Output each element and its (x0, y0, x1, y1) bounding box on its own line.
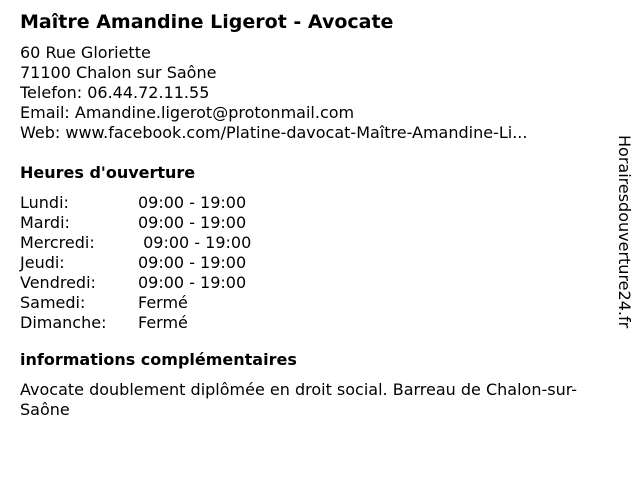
hours-row-lundi (20, 193, 610, 213)
day-label: Dimanche: (20, 313, 107, 332)
site-brand-vertical[interactable]: Horairesdouverture24.fr (615, 135, 634, 329)
day-hours: 09:00 - 19:00 (138, 193, 247, 212)
day-label: Lundi: (20, 193, 69, 212)
day-label: Samedi: (20, 293, 86, 312)
hours-row-mardi (20, 213, 610, 233)
hours-row-dimanche (20, 313, 610, 333)
hours-row-jeudi (20, 253, 610, 273)
hours-table (20, 193, 610, 333)
hours-heading: Heures d'ouverture (20, 163, 196, 182)
day-hours: 09:00 - 19:00 (138, 213, 247, 232)
day-label: Mardi: (20, 213, 70, 232)
business-title: Maître Amandine Ligerot - Avocate (20, 11, 394, 33)
phone-line[interactable]: Telefon: 06.44.72.11.55 (20, 83, 210, 102)
business-card (20, 10, 610, 420)
day-hours: Fermé (138, 293, 188, 312)
contact-block (20, 43, 610, 143)
day-label: Jeudi: (20, 253, 65, 272)
day-label: Mercredi: (20, 233, 95, 252)
web-line[interactable]: Web: www.facebook.com/Platine-davocat-Maître-Amandine-Li... (20, 123, 528, 142)
info-heading: informations complémentaires (20, 350, 297, 369)
hours-row-mercredi (20, 233, 610, 253)
address-city: 71100 Chalon sur Saône (20, 63, 217, 82)
hours-row-samedi (20, 293, 610, 313)
address-street: 60 Rue Gloriette (20, 43, 151, 62)
email-line[interactable]: Email: Amandine.ligerot@protonmail.com (20, 103, 355, 122)
day-label: Vendredi: (20, 273, 96, 292)
hours-row-vendredi (20, 273, 610, 293)
info-text: Avocate doublement diplômée en droit social. Barreau de Chalon-sur-Saône (20, 380, 578, 419)
day-hours: 09:00 - 19:00 (138, 233, 252, 252)
day-hours: 09:00 - 19:00 (138, 273, 247, 292)
day-hours: 09:00 - 19:00 (138, 253, 247, 272)
day-hours: Fermé (138, 313, 188, 332)
